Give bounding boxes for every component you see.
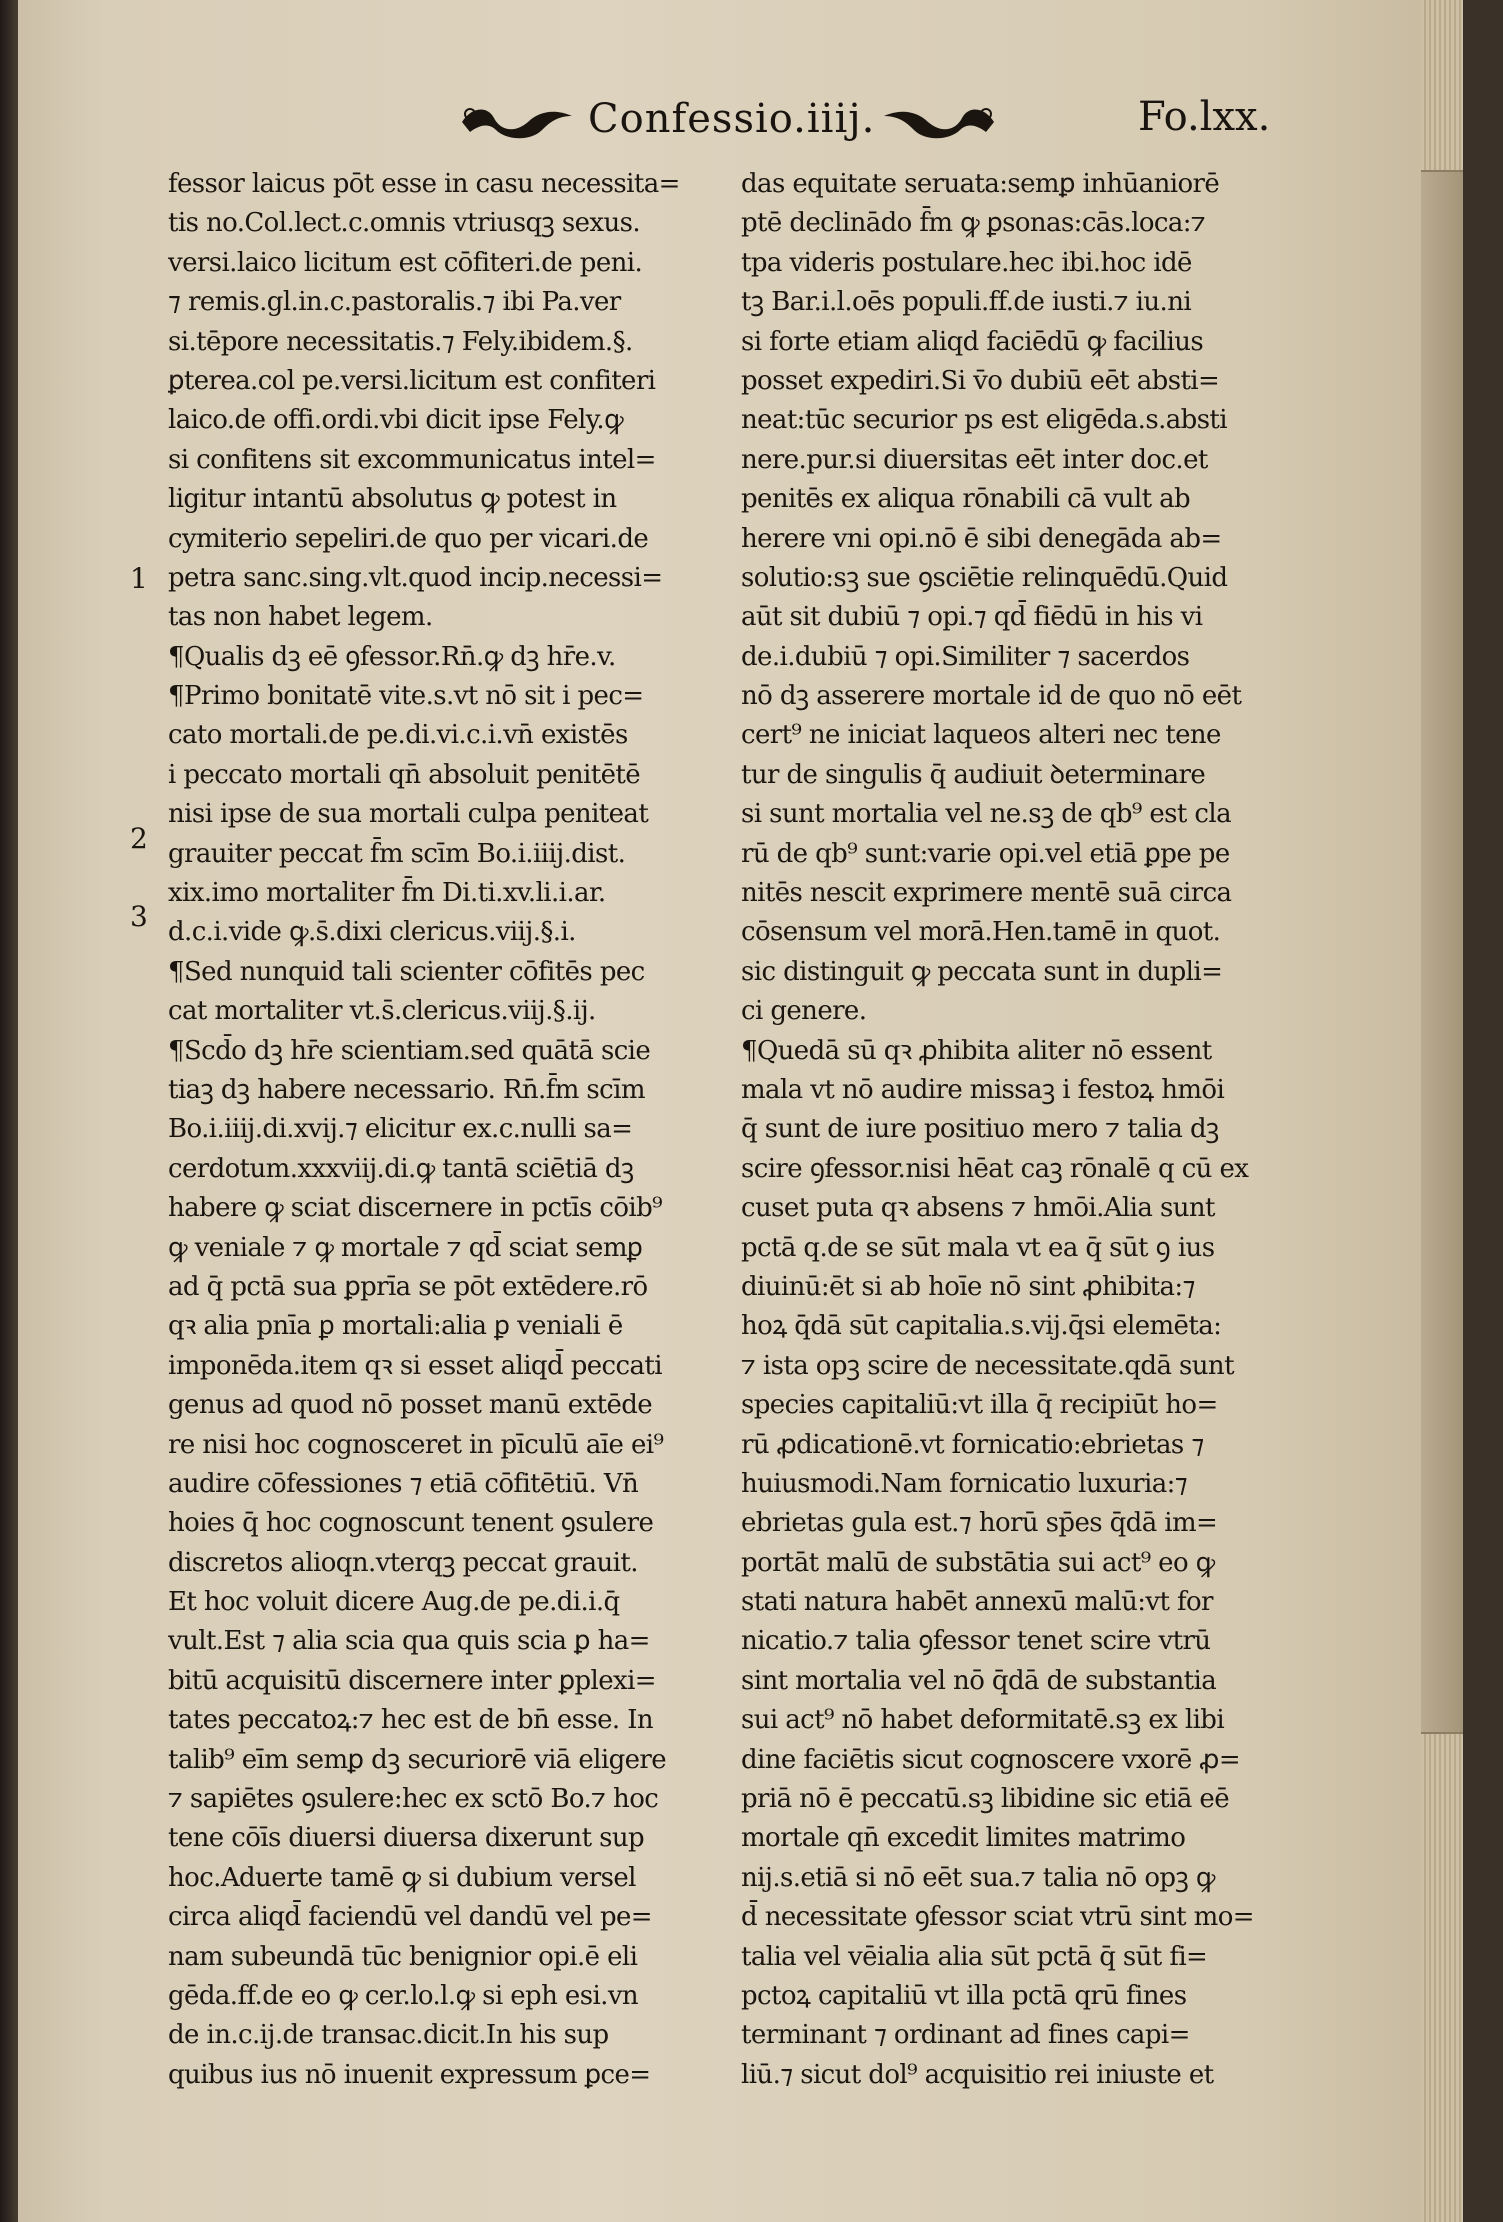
text-line: huiusmodi.Nam fornicatio luxuria:⁊ xyxy=(741,1468,1188,1499)
folio-number: Fo.lxx. xyxy=(1138,94,1271,140)
text-line: discretos alioqn.vterqꝫ peccat grauit. xyxy=(168,1547,638,1578)
text-line: posset expediri.Si v̄o dubiū eēt absti= xyxy=(741,365,1220,396)
text-line: scire ꝯfessor.nisi hēat caꝫ rōnalē q cū ex xyxy=(741,1153,1249,1184)
text-line: neat:tūc securior ps est eligēda.s.absti xyxy=(741,405,1227,436)
text-line: cymiterio sepeliri.de quo per vicari.de xyxy=(168,523,649,554)
text-line: mala vt nō audire missaꝫ i festoꝝ hmōi xyxy=(741,1074,1225,1105)
text-line: ¶Scd̄o dꝫ hr̄e scientiam.sed quātā scie xyxy=(168,1035,651,1066)
text-line: tis no.Col.lect.c.omnis vtriusqꝫ sexus. xyxy=(168,208,640,239)
text-line: de.i.dubiū ⁊ opi.Similiter ⁊ sacerdos xyxy=(741,641,1190,672)
text-line: nitēs nescit exprimere mentē suā circa xyxy=(741,878,1232,909)
text-line: nere.pur.si diuersitas eēt inter doc.et xyxy=(741,444,1208,475)
text-line: si.tēpore necessitatis.⁊ Fely.ibidem.§. xyxy=(168,326,633,357)
text-line: de in.c.ij.de transac.dicit.In his sup xyxy=(168,2020,609,2051)
text-line: ꝙ veniale ⁊ ꝙ mortale ⁊ qd̄ sciat semꝑ xyxy=(168,1232,643,1263)
text-line: tiaꝫ dꝫ habere necessario. Rn̄.f̄m scīm xyxy=(168,1074,645,1105)
text-line: si forte etiam aliqd faciēdū ꝙ facilius xyxy=(741,326,1204,357)
text-line: gēda.ff.de eo ꝙ cer.lo.l.ꝙ si eph esi.vn xyxy=(168,1980,639,2011)
text-line: tates peccatoꝝ:⁊ hec est de bn̄ esse. In xyxy=(168,1705,654,1736)
text-line: Bo.i.iiij.di.xvij.⁊ elicitur ex.c.nulli sa= xyxy=(168,1114,633,1145)
text-line: d.c.i.vide ꝙ.s̄.dixi clericus.viij.§.i. xyxy=(168,917,576,948)
margin-number: 3 xyxy=(130,900,148,933)
text-line: i peccato mortali qn̄ absoluit penitētē xyxy=(168,759,641,790)
text-line: species capitaliū:vt illa q̄ recipiūt ho= xyxy=(741,1390,1218,1421)
text-line: q̄ sunt de iure positiuo mero ⁊ talia dꝫ xyxy=(741,1114,1219,1145)
running-title: Confessio.iiij. xyxy=(588,96,876,142)
text-line: habere ꝙ sciat discernere in pctīs cōib⁹ xyxy=(168,1193,662,1224)
text-line: ligitur intantū absolutus ꝙ potest in xyxy=(168,484,617,515)
text-line: Et hoc voluit dicere Aug.de pe.di.i.q̄ xyxy=(168,1587,620,1618)
text-line: tpa videris postulare.hec ibi.hoc idē xyxy=(741,247,1192,278)
text-line: ⁊ remis.gl.in.c.pastoralis.⁊ ibi Pa.ver xyxy=(168,287,621,318)
text-line: hoꝝ q̄dā sūt capitalia.s.vij.q̄si elemēta: xyxy=(741,1311,1222,1342)
text-line: hoies q̄ hoc cognoscunt tenent ꝯsulere xyxy=(168,1508,654,1539)
text-line: tas non habet legem. xyxy=(168,602,433,633)
text-line: bitū acquisitū discernere inter ꝑplexi= xyxy=(168,1665,656,1696)
text-line: hoc.Aduerte tamē ꝙ si dubium versel xyxy=(168,1862,636,1893)
text-line: tur de singulis q̄ audiuit ꝺeterminare xyxy=(741,759,1206,790)
text-line: ci genere. xyxy=(741,996,867,1027)
text-line: dine faciētis sicut cognoscere vxorē ꝓ= xyxy=(741,1744,1241,1775)
text-line: ad q̄ pctā sua ꝑprīa se pōt extēdere.rō xyxy=(168,1271,648,1302)
text-line: grauiter peccat f̄m scīm Bo.i.iiij.dist. xyxy=(168,838,626,869)
text-line: tene cōīs diuersi diuersa dixerunt sup xyxy=(168,1823,645,1854)
text-line: ¶Qualis dꝫ eē ꝯfessor.Rn̄.ꝙ dꝫ hr̄e.v. xyxy=(168,641,616,672)
text-line: genus ad quod nō posset manū extēde xyxy=(168,1390,653,1421)
text-line: versi.laico licitum est cōfiteri.de peni. xyxy=(168,247,643,278)
text-line: diuinū:ēt si ab hoīe nō sint ꝓhibita:⁊ xyxy=(741,1271,1195,1302)
text-line: d̄ necessitate ꝯfessor sciat vtrū sint mo= xyxy=(741,1902,1254,1933)
right-text-column xyxy=(741,165,1301,2095)
text-line: fessor laicus pōt esse in casu necessita= xyxy=(168,169,680,199)
left-text-column xyxy=(168,165,728,2095)
text-line: cato mortali.de pe.di.vi.c.i.vn̄ existēs xyxy=(168,720,628,751)
text-line: mortale qn̄ excedit limites matrimo xyxy=(741,1823,1186,1854)
text-line: ptē declinādo f̄m ꝙ ꝑsonas:cās.loca:⁊ xyxy=(741,208,1206,239)
text-line: penitēs ex aliqua rōnabili cā vult ab xyxy=(741,484,1191,515)
text-line: laico.de offi.ordi.vbi dicit ipse Fely.ꝙ xyxy=(168,405,623,436)
text-line: cuset puta qꝛ absens ⁊ hmōi.Alia sunt xyxy=(741,1193,1215,1224)
text-line: rū de qb⁹ sunt:varie opi.vel etiā ꝑpe pe xyxy=(741,838,1230,869)
text-line: stati natura habēt annexū malū:vt for xyxy=(741,1587,1213,1618)
text-line: talib⁹ eīm semꝑ dꝫ securiorē viā eligere xyxy=(168,1744,667,1775)
text-line: cōsensum vel morā.Hen.tamē in quot. xyxy=(741,917,1221,948)
text-line: si sunt mortalia vel ne.sꝫ de qb⁹ est cla xyxy=(741,799,1231,830)
book-page xyxy=(18,0,1463,2222)
text-line: ¶Primo bonitatē vite.s.vt nō sit i pec= xyxy=(168,681,644,712)
text-line: priā nō ē peccatū.sꝫ libidine sic etiā eē xyxy=(741,1784,1229,1815)
text-line: cat mortaliter vt.s̄.clericus.viij.§.ij. xyxy=(168,996,596,1027)
text-line: re nisi hoc cognosceret in pīculū aīe ei⁹ xyxy=(168,1429,664,1460)
text-line: sic distinguit ꝙ peccata sunt in dupli= xyxy=(741,956,1223,987)
text-line: aūt sit dubiū ⁊ opi.⁊ qd̄ fiēdū in his vi xyxy=(741,602,1203,633)
text-line: ⁊ ista opꝫ scire de necessitate.qdā sunt xyxy=(741,1350,1234,1381)
text-line: solutio:sꝫ sue ꝯsciētie relinquēdū.Quid xyxy=(741,562,1228,593)
text-line: nij.s.etiā si nō eēt sua.⁊ talia nō opꝫ ꝙ xyxy=(741,1862,1215,1893)
page-header xyxy=(448,92,1448,162)
text-line: imponēda.item qꝛ si esset aliqd̄ peccati xyxy=(168,1350,662,1381)
text-line: nam subeundā tūc benignior opi.ē eli xyxy=(168,1941,638,1972)
text-line: terminant ⁊ ordinant ad fines capi= xyxy=(741,2020,1190,2051)
text-line: audire cōfessiones ⁊ etiā cōfitētiū. Vn̄ xyxy=(168,1468,639,1499)
text-line: sint mortalia vel nō q̄dā de substantia xyxy=(741,1665,1217,1696)
text-line: herere vni opi.nō ē sibi denegāda ab= xyxy=(741,523,1222,554)
text-line: cert⁹ ne iniciat laqueos alteri nec tene xyxy=(741,720,1221,751)
text-line: nisi ipse de sua mortali culpa peniteat xyxy=(168,799,649,830)
text-line: talia vel vēialia alia sūt pctā q̄ sūt fi= xyxy=(741,1941,1208,1972)
text-line: cerdotum.xxxviij.di.ꝙ tantā sciētiā dꝫ xyxy=(168,1153,634,1184)
text-line: nō dꝫ asserere mortale id de quo nō eēt xyxy=(741,681,1242,712)
left-ornament-icon xyxy=(458,100,578,144)
text-line: portāt malū de substātia sui act⁹ eo ꝙ xyxy=(741,1547,1215,1578)
text-line: si confitens sit excommunicatus intel= xyxy=(168,444,656,475)
text-line: das equitate seruata:semꝑ inhūaniorē xyxy=(741,169,1220,199)
text-line: tꝫ Bar.i.l.oēs populi.ff.de iusti.⁊ iu.ni xyxy=(741,287,1192,318)
margin-number: 2 xyxy=(130,822,148,855)
text-line: ꝑterea.col pe.versi.licitum est confiteri xyxy=(168,365,656,396)
text-line: vult.Est ⁊ alia scia qua quis scia ꝑ ha= xyxy=(168,1626,650,1657)
text-line: ¶Quedā sū qꝛ ꝓhibita aliter nō essent xyxy=(741,1035,1212,1066)
text-line: liū.⁊ sicut dol⁹ acquisitio rei iniuste et xyxy=(741,2059,1214,2090)
text-line: quibus ius nō inuenit expressum ꝑce= xyxy=(168,2059,651,2090)
page-stack-tab xyxy=(1421,170,1463,1734)
text-line: ⁊ sapiētes ꝯsulere:hec ex sctō Bo.⁊ hoc xyxy=(168,1784,659,1815)
text-line: circa aliqd̄ faciendū vel dandū vel pe= xyxy=(168,1902,652,1933)
text-line: sui act⁹ nō habet deformitatē.sꝫ ex libi xyxy=(741,1705,1225,1736)
text-line: nicatio.⁊ talia ꝯfessor tenet scire vtrū xyxy=(741,1626,1211,1657)
text-line: pctā q.de se sūt mala vt ea q̄ sūt ꝯ ius xyxy=(741,1232,1215,1263)
text-line: xix.imo mortaliter f̄m Di.ti.xv.li.i.ar. xyxy=(168,878,606,909)
text-line: ebrietas gula est.⁊ horū sp̄es q̄dā im= xyxy=(741,1508,1218,1539)
text-line: qꝛ alia pnīa ꝑ mortali:alia ꝑ veniali ē xyxy=(168,1311,623,1342)
right-ornament-icon xyxy=(878,100,998,144)
text-line: petra sanc.sing.vlt.quod incip.necessi= xyxy=(168,562,663,593)
text-line: pctoꝝ capitaliū vt illa pctā qrū fines xyxy=(741,1980,1187,2011)
margin-number: 1 xyxy=(130,562,148,595)
text-line: rū ꝓdicationē.vt fornicatio:ebrietas ⁊ xyxy=(741,1429,1204,1460)
text-line: ¶Sed nunquid tali scienter cōfitēs pec xyxy=(168,956,645,987)
